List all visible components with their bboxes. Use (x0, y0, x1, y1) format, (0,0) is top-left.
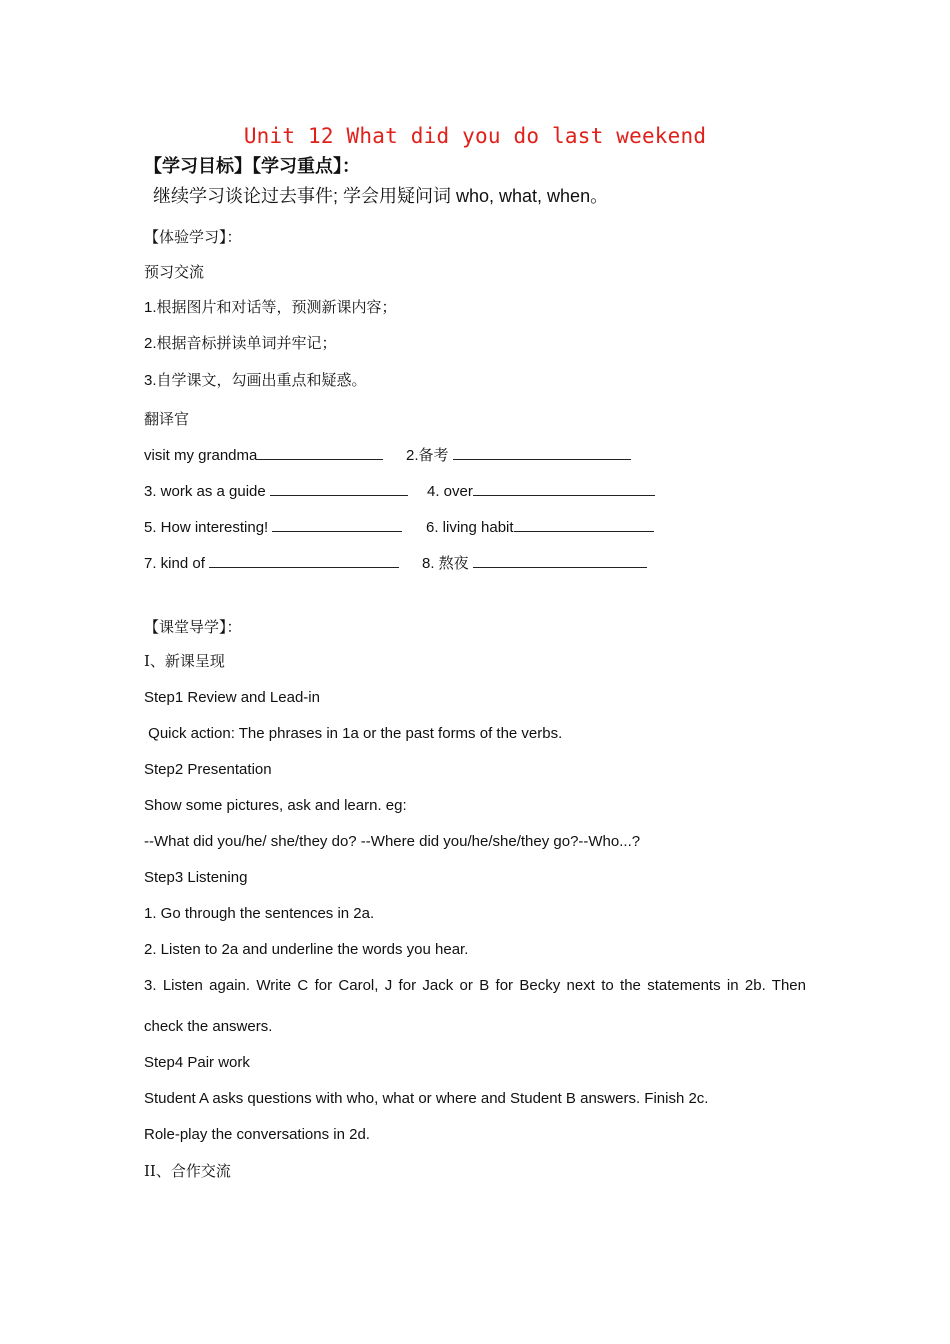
preview-item: 3.自学课文，勾画出重点和疑惑。 (144, 372, 367, 389)
answer-blank[interactable] (473, 553, 647, 568)
translator-right: 8. 熬夜 (422, 555, 469, 572)
lesson-line: Step4 Pair work (144, 1054, 250, 1071)
translator-right: 6. living habit (426, 519, 514, 536)
answer-blank[interactable] (272, 517, 402, 532)
lesson-line: Role-play the conversations in 2d. (144, 1126, 370, 1143)
experience-header: 【体验学习】： (144, 228, 242, 246)
lesson-line: 2. Listen to 2a and underline the words you hear. (144, 941, 469, 958)
preview-title: 预习交流 (144, 263, 205, 281)
preview-item: 1.根据图片和对话等，预测新课内容； (144, 299, 397, 316)
answer-blank[interactable] (209, 553, 399, 568)
translator-left: 7. kind of (144, 555, 205, 572)
lesson-line: 1. Go through the sentences in 2a. (144, 905, 375, 922)
objectives-text: 继续学习谈论过去事件; 学会用疑问词 who, what, when。 (153, 186, 609, 206)
lesson-line: --What did you/he/ she/they do? --Where did you/he/she/they go?--Who...? (144, 833, 641, 850)
translator-left: 5. How interesting! (144, 519, 269, 536)
classroom-header: 【课堂导学】： (144, 618, 242, 636)
answer-blank[interactable] (257, 445, 383, 460)
lesson-line: Step2 Presentation (144, 761, 272, 778)
lesson-line: 3. Listen again. Write C for Carol, J for Jack or B for Becky next to the statements in 2b. Then (144, 977, 806, 994)
lesson-line: Show some pictures, ask and learn. eg: (144, 797, 407, 814)
lesson-line: check the answers. (144, 1018, 273, 1035)
translator-right-item (427, 481, 655, 502)
page-title: Unit 12 What did you do last weekend (243, 124, 707, 148)
translator-row (144, 481, 408, 502)
translator-right: 4. over (427, 483, 473, 500)
lesson-line: Student A asks questions with who, what or where and Student B answers. Finish 2c. (144, 1090, 709, 1107)
translator-left: visit my grandma (144, 447, 258, 464)
lesson-line: Step1 Review and Lead-in (144, 689, 320, 706)
section-heading: I、新课呈现 (144, 652, 225, 670)
translator-right-item (426, 517, 654, 538)
translator-right-item (406, 445, 631, 466)
answer-blank[interactable] (514, 517, 654, 532)
objectives-header: 【学习目标】【学习重点】： (144, 156, 360, 176)
answer-blank[interactable] (453, 445, 631, 460)
translator-row (144, 517, 402, 538)
translator-row (144, 553, 399, 574)
answer-blank[interactable] (270, 481, 408, 496)
preview-item: 2.根据音标拼读单词并牢记； (144, 335, 337, 352)
translator-right-item (422, 553, 647, 574)
lesson-line: Quick action: The phrases in 1a or the past forms of the verbs. (144, 725, 563, 742)
translator-right: 2.备考 (406, 447, 449, 464)
translator-left: 3. work as a guide (144, 483, 266, 500)
translator-row (144, 445, 383, 466)
lesson-line: Step3 Listening (144, 869, 248, 886)
translator-title: 翻译官 (144, 410, 190, 428)
answer-blank[interactable] (473, 481, 655, 496)
section-heading: II、合作交流 (144, 1162, 231, 1180)
